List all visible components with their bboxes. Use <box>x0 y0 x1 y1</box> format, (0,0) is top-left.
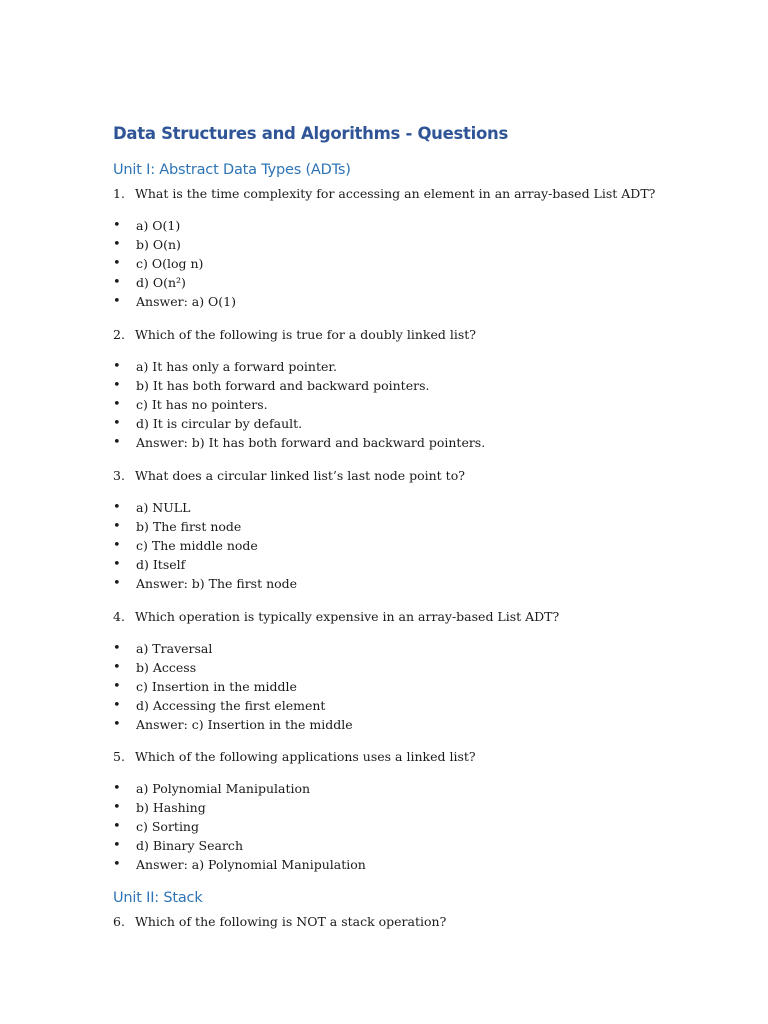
option-text: b) O(n) <box>136 237 181 253</box>
question-2 <box>113 327 476 342</box>
question-number: 2. <box>113 327 125 342</box>
bullet: • <box>113 717 121 733</box>
question-number: 4. <box>113 609 125 624</box>
option-text: d) O(n²) <box>136 275 186 291</box>
bullet: • <box>113 679 121 695</box>
list-item <box>113 817 366 836</box>
option-text: c) Insertion in the middle <box>136 679 297 695</box>
question-text: Which of the following applications uses a linked list? <box>135 749 476 764</box>
option-text: c) Sorting <box>136 819 199 835</box>
bullet: • <box>113 378 121 394</box>
list-item <box>113 639 353 658</box>
bullet: • <box>113 538 121 554</box>
list-item <box>113 798 366 817</box>
list-item <box>113 779 366 798</box>
option-text: c) The middle node <box>136 538 258 554</box>
question-number: 1. <box>113 186 125 201</box>
answer-text: Answer: a) Polynomial Manipulation <box>136 857 366 873</box>
bullet: • <box>113 359 121 374</box>
list-item <box>113 555 297 574</box>
bullet: • <box>113 660 121 676</box>
question-text: What does a circular linked list’s last node point to? <box>135 468 465 483</box>
option-text: c) O(log n) <box>136 256 204 272</box>
answer-text: Answer: c) Insertion in the middle <box>136 717 353 733</box>
question-text: Which of the following is NOT a stack operation? <box>135 914 447 929</box>
question-6 <box>113 914 446 929</box>
question-number: 5. <box>113 749 125 764</box>
bullet: • <box>113 435 121 451</box>
answer-text: Answer: b) It has both forward and backward pointers. <box>136 435 486 451</box>
list-item <box>113 376 485 395</box>
bullet: • <box>113 416 121 432</box>
question-text: Which operation is typically expensive in an array-based List ADT? <box>135 609 560 624</box>
list-item <box>113 696 353 715</box>
options-list <box>113 639 353 734</box>
bullet: • <box>113 800 121 816</box>
answer-item <box>113 574 297 593</box>
answer-item <box>113 292 236 311</box>
option-text: d) Itself <box>136 557 186 573</box>
option-text: b) The first node <box>136 519 242 535</box>
option-text: b) Hashing <box>136 800 206 816</box>
question-5 <box>113 749 476 764</box>
option-text: d) Accessing the first element <box>136 698 326 714</box>
list-item <box>113 414 485 433</box>
options-list <box>113 779 366 874</box>
bullet: • <box>113 500 121 515</box>
bullet: • <box>113 275 121 291</box>
list-item <box>113 235 236 254</box>
options-list <box>113 498 297 593</box>
bullet: • <box>113 576 121 592</box>
answer-item <box>113 855 366 874</box>
option-text: a) Traversal <box>136 641 213 656</box>
list-item <box>113 357 485 376</box>
bullet: • <box>113 781 121 796</box>
question-text: What is the time complexity for accessing an element in an array-based List ADT? <box>135 186 656 201</box>
bullet: • <box>113 256 121 272</box>
option-text: a) NULL <box>136 500 191 515</box>
list-item <box>113 517 297 536</box>
list-item <box>113 658 353 677</box>
question-number: 3. <box>113 468 125 483</box>
option-text: a) It has only a forward pointer. <box>136 359 337 374</box>
unit-heading: Unit II: Stack <box>113 890 203 906</box>
option-text: b) Access <box>136 660 197 676</box>
bullet: • <box>113 819 121 835</box>
bullet: • <box>113 519 121 535</box>
bullet: • <box>113 557 121 573</box>
option-text: d) It is circular by default. <box>136 416 303 432</box>
list-item <box>113 395 485 414</box>
bullet: • <box>113 397 121 413</box>
unit-heading: Unit I: Abstract Data Types (ADTs) <box>113 162 351 178</box>
question-4 <box>113 609 559 624</box>
bullet: • <box>113 698 121 714</box>
answer-text: Answer: b) The first node <box>136 576 298 592</box>
options-list <box>113 357 485 452</box>
bullet: • <box>113 294 121 310</box>
option-text: c) It has no pointers. <box>136 397 268 413</box>
list-item <box>113 498 297 517</box>
list-item <box>113 216 236 235</box>
answer-text: Answer: a) O(1) <box>136 294 237 310</box>
option-text: d) Binary Search <box>136 838 243 854</box>
list-item <box>113 254 236 273</box>
list-item <box>113 677 353 696</box>
question-1 <box>113 186 655 201</box>
list-item <box>113 273 236 292</box>
bullet: • <box>113 857 121 873</box>
option-text: a) Polynomial Manipulation <box>136 781 311 796</box>
bullet: • <box>113 641 121 656</box>
bullet: • <box>113 218 121 233</box>
question-3 <box>113 468 465 483</box>
option-text: b) It has both forward and backward pointers. <box>136 378 430 394</box>
answer-item <box>113 433 485 452</box>
document-title: Data Structures and Algorithms - Questions <box>113 124 508 143</box>
bullet: • <box>113 237 121 253</box>
list-item <box>113 836 366 855</box>
options-list <box>113 216 236 311</box>
answer-item <box>113 715 353 734</box>
option-text: a) O(1) <box>136 218 181 233</box>
question-number: 6. <box>113 914 125 929</box>
bullet: • <box>113 838 121 854</box>
list-item <box>113 536 297 555</box>
question-text: Which of the following is true for a doubly linked list? <box>135 327 476 342</box>
